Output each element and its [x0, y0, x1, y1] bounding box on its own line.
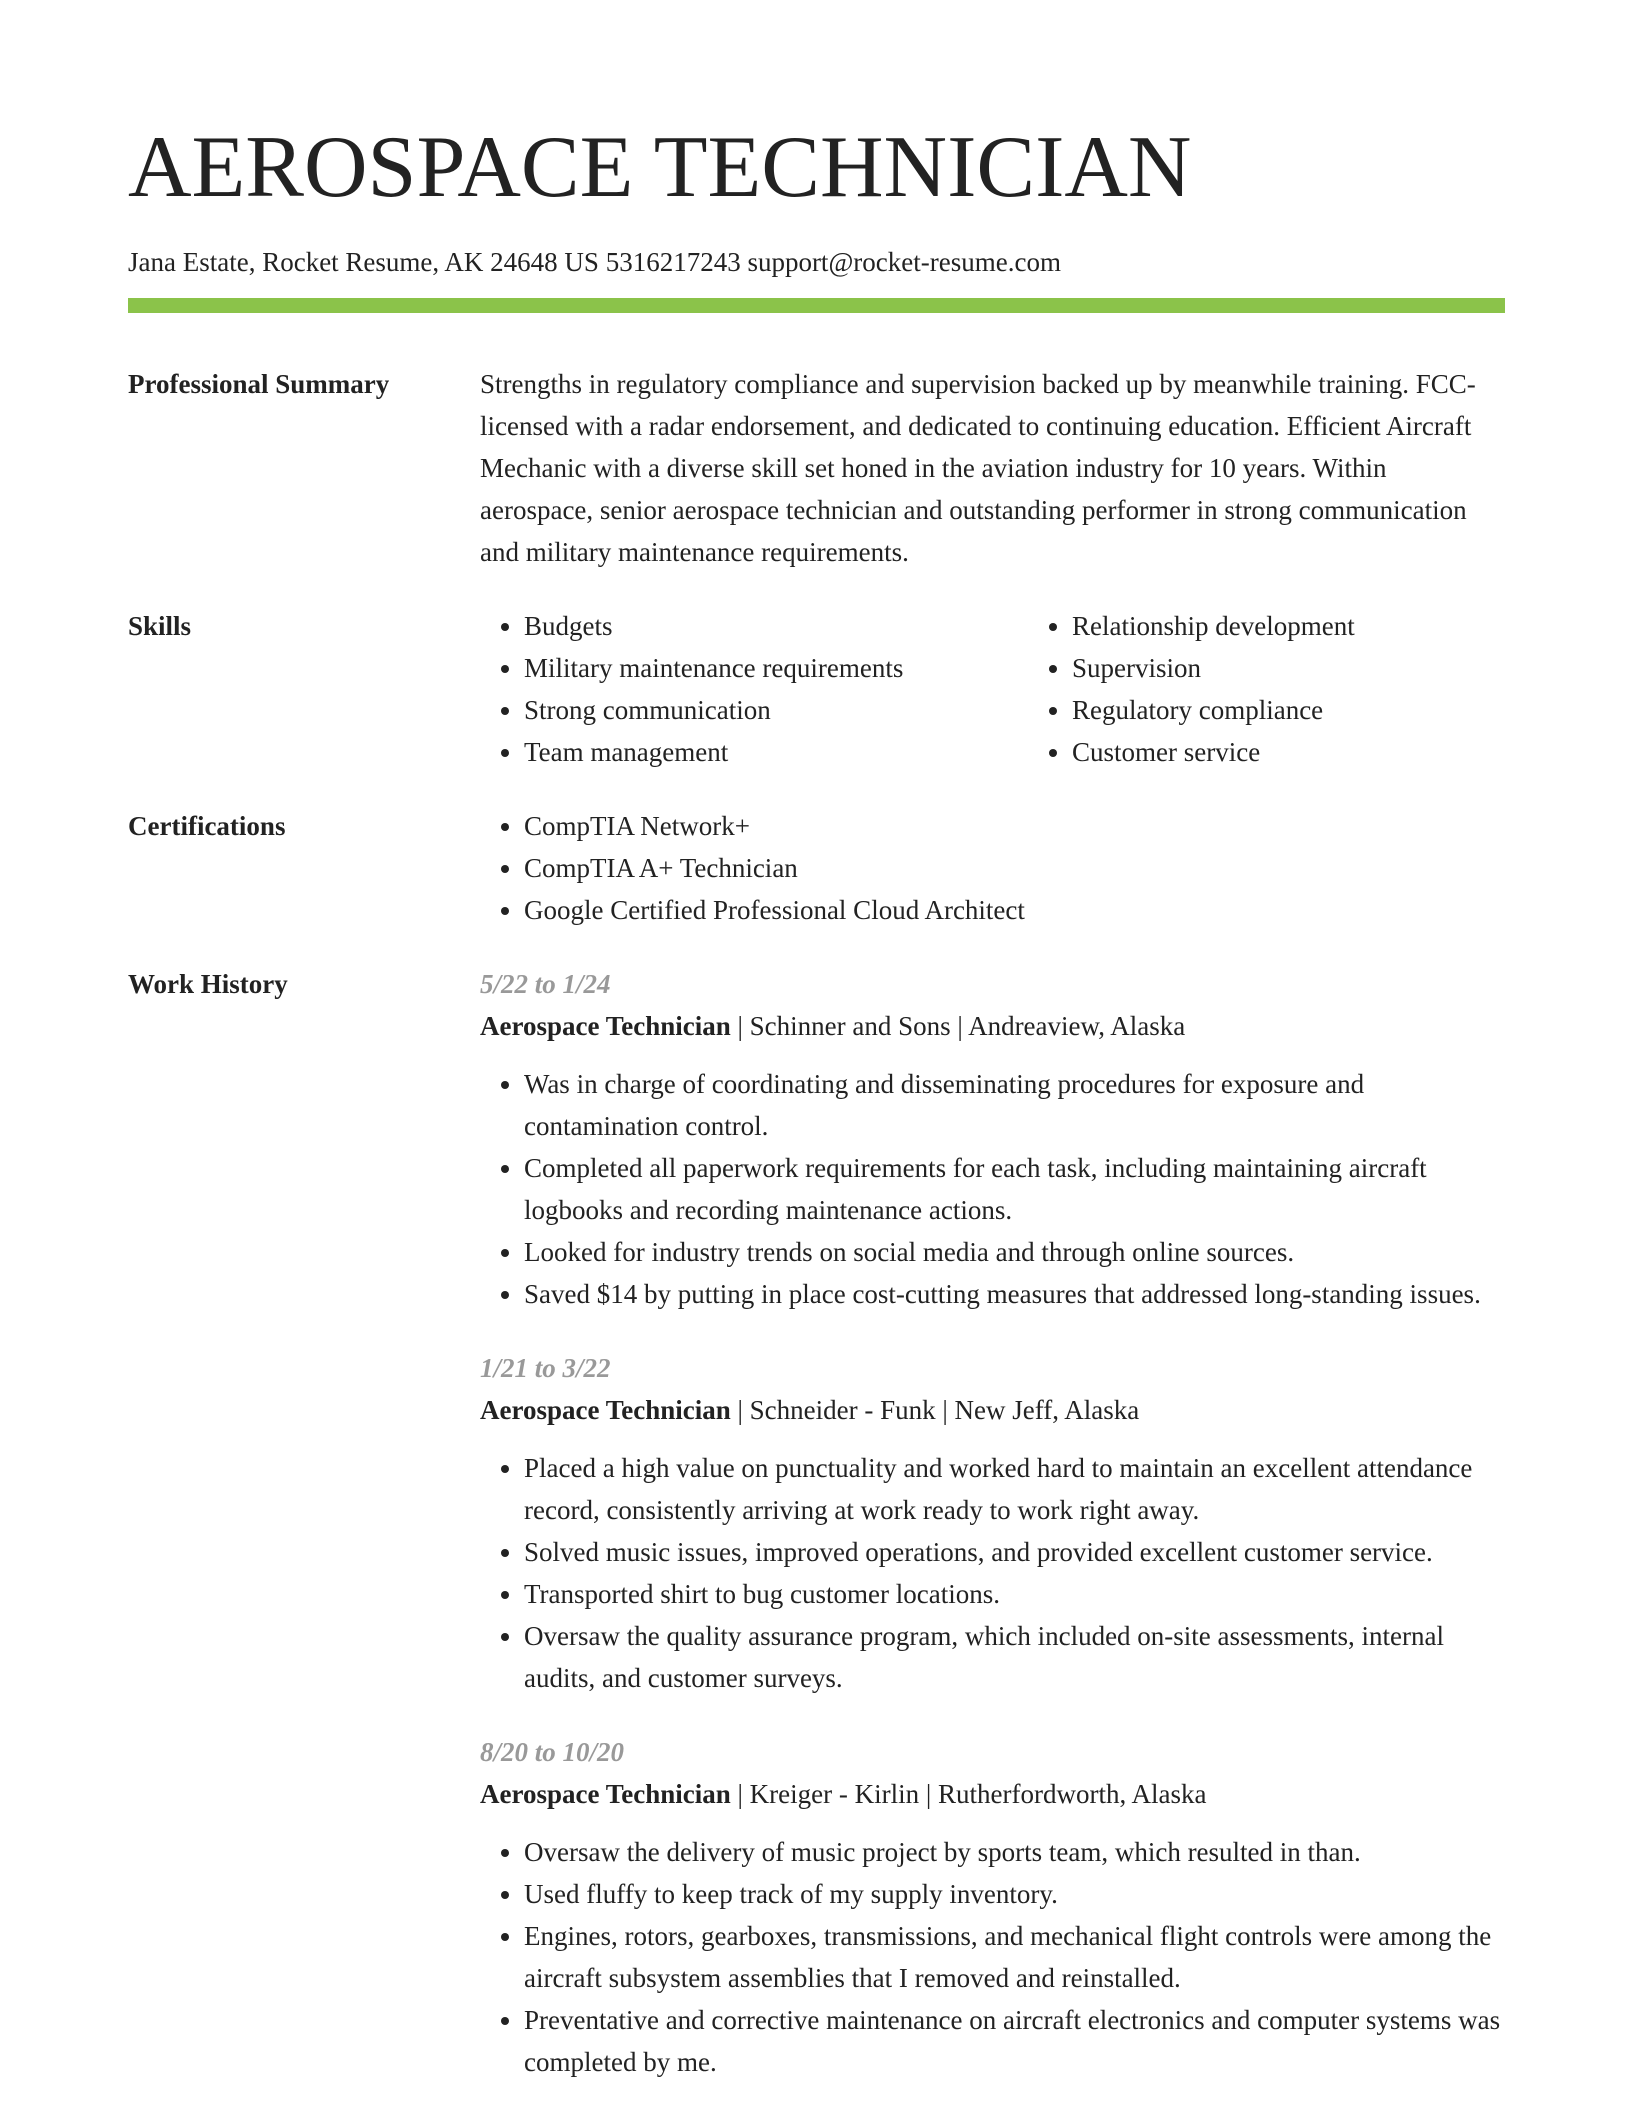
job-bullets: [480, 1447, 1505, 1699]
certification-item: • CompTIA Network+: [524, 805, 1505, 847]
job-entry: [480, 963, 1505, 1315]
job-bullet: • Was in charge of coordinating and disseminating procedures for exposure and contamination control.: [524, 1063, 1505, 1147]
job-employer-location: | Schinner and Sons | Andreaview, Alaska: [730, 1011, 1186, 1041]
work-history-body: [480, 963, 1505, 2115]
job-employer-location: | Schneider - Funk | New Jeff, Alaska: [730, 1395, 1140, 1425]
skill-item: • Customer service: [1072, 731, 1576, 773]
resume-title: AEROSPACE TECHNICIAN: [128, 119, 1192, 216]
certifications-list: [480, 805, 1505, 931]
skills-body: [480, 605, 1576, 773]
skill-item: • Supervision: [1072, 647, 1576, 689]
section-work-history: [128, 963, 1505, 2115]
job-bullet: • Oversaw the delivery of music project by sports team, which resulted in than.: [524, 1831, 1505, 1873]
section-title-certifications: Certifications: [128, 811, 286, 841]
skills-grid: [480, 605, 1576, 773]
job-bullet: • Preventative and corrective maintenance on aircraft electronics and computer systems was completed by me.: [524, 1999, 1505, 2083]
certification-item: • Google Certified Professional Cloud Architect: [524, 889, 1505, 931]
job-bullet: • Placed a high value on punctuality and worked hard to maintain an excellent attendance record, consistently arriving at work ready to work right away.: [524, 1447, 1505, 1531]
skill-item: • Military maintenance requirements: [524, 647, 1028, 689]
skill-item: • Strong communication: [524, 689, 1028, 731]
section-professional-summary: [128, 363, 1505, 573]
job-bullet: • Saved $14 by putting in place cost-cutting measures that addressed long-standing issues.: [524, 1273, 1505, 1315]
job-dates: 1/21 to 3/22: [480, 1353, 611, 1383]
job-bullet: • Engines, rotors, gearboxes, transmissions, and mechanical flight controls were among the aircraft subsystem assemblies that I removed and reinstalled.: [524, 1915, 1505, 1999]
summary-text: Strengths in regulatory compliance and supervision backed up by meanwhile training. FCC-licensed with a radar endorsement, and dedicated to continuing education. Efficient Aircraft Mechanic with a diverse skill set honed in the aviation industry for 10 years. Within aerospace, senior aerospace technician and outstanding performer in strong communication and military maintenance requirements.: [480, 369, 1476, 567]
job-bullet: • Solved music issues, improved operations, and provided excellent customer service.: [524, 1531, 1505, 1573]
job-bullets: [480, 1831, 1505, 2083]
job-heading: [480, 1005, 1505, 1047]
skill-item: • Budgets: [524, 605, 1028, 647]
job-bullet: • Oversaw the quality assurance program, which included on-site assessments, internal audits, and customer surveys.: [524, 1615, 1505, 1699]
accent-rule: [128, 298, 1505, 313]
job-bullets: [480, 1063, 1505, 1315]
job-employer-location: | Kreiger - Kirlin | Rutherfordworth, Alaska: [730, 1779, 1207, 1809]
job-entry: [480, 1731, 1505, 2083]
job-bullet: • Transported shirt to bug customer locations.: [524, 1573, 1505, 1615]
section-skills: [128, 605, 1505, 773]
certifications-body: [480, 805, 1505, 931]
job-heading: [480, 1773, 1505, 1815]
skill-item: • Regulatory compliance: [1072, 689, 1576, 731]
section-title-work-history: Work History: [128, 969, 288, 999]
job-heading: [480, 1389, 1505, 1431]
job-bullet: • Used fluffy to keep track of my supply inventory.: [524, 1873, 1505, 1915]
skill-item: • Team management: [524, 731, 1028, 773]
skill-item: • Relationship development: [1072, 605, 1576, 647]
contact-address: Jana Estate, Rocket Resume, AK 24648 US: [128, 247, 599, 277]
section-title-summary: Professional Summary: [128, 369, 390, 399]
job-bullet: • Looked for industry trends on social media and through online sources.: [524, 1231, 1505, 1273]
skills-list-right: [1028, 605, 1576, 773]
job-title: Aerospace Technician: [480, 1779, 731, 1809]
job-entry: [480, 1347, 1505, 1699]
section-certifications: [128, 805, 1505, 931]
job-title: Aerospace Technician: [480, 1395, 731, 1425]
job-dates: 8/20 to 10/20: [480, 1737, 625, 1767]
contact-phone: 5316217243: [605, 247, 741, 277]
contact-line: [128, 244, 1504, 280]
contact-email: support@rocket-resume.com: [747, 247, 1061, 277]
section-title-skills: Skills: [128, 611, 192, 641]
job-title: Aerospace Technician: [480, 1011, 731, 1041]
certification-item: • CompTIA A+ Technician: [524, 847, 1505, 889]
skills-list-left: [480, 605, 1028, 773]
job-bullet: • Completed all paperwork requirements for each task, including maintaining aircraft logbooks and recording maintenance actions.: [524, 1147, 1505, 1231]
job-dates: 5/22 to 1/24: [480, 969, 611, 999]
